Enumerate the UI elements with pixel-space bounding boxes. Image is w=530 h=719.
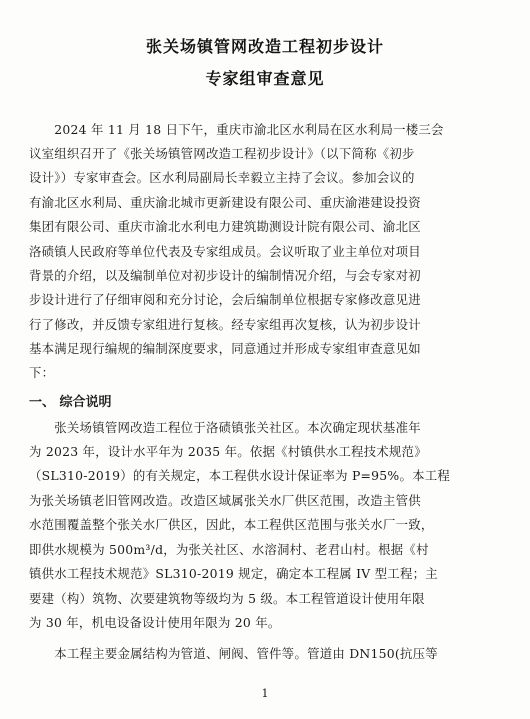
text-line: 本工程主要金属结构为管道、闸阀、管件等。管道由 DN150(抗压等 <box>29 646 438 661</box>
section-heading: 一、 综合说明 <box>29 395 112 410</box>
text-line: 基本满足现行编规的编制深度要求，同意通过并形成专家组审查意见如 <box>29 341 421 356</box>
text-line: 为张关场镇老旧管网改造。改造区域属张关水厂供区范围，改造主管供 <box>29 493 421 508</box>
text-line: 洛碛镇人民政府等单位代表及专家组成员。会议听取了业主单位对项目 <box>29 244 421 259</box>
text-line: 水范围覆盖整个张关水厂供区，因此，本工程供区范围与张关水厂一致， <box>29 517 434 532</box>
text-line: 集团有限公司、重庆市渝北水利电力建筑勘测设计院有限公司、渝北区 <box>29 219 421 234</box>
text-line: 镇供水工程技术规范》SL310-2019 规定，确定本工程属 IV 型工程；主 <box>29 566 438 581</box>
text-line: 为 2023 年，设计水平年为 2035 年。依据《村镇供水工程技术规范》 <box>29 444 427 459</box>
text-line: 张关场镇管网改造工程位于洛碛镇张关社区。本次确定现状基准年 <box>29 420 421 435</box>
page-number: 1 <box>261 687 269 700</box>
text-line: 步设计进行了仔细审阅和充分讨论，会后编制单位根据专家修改意见进 <box>29 292 421 307</box>
text-line: （SL310-2019）的有关规定，本工程供水设计保证率为 P=95%。本工程 <box>29 468 451 483</box>
text-line: 背景的介绍，以及编制单位对初步设计的编制情况介绍，与会专家对初 <box>29 268 421 283</box>
text-line: 为 30 年，机电设备设计使用年限为 20 年。 <box>29 615 281 630</box>
text-line: 行了修改，并反馈专家组进行复核。经专家组再次复核，认为初步设计 <box>29 317 421 332</box>
text-line: 2024 年 11 月 18 日下午，重庆市渝北区水利局在区水利局一楼三会 <box>29 122 444 137</box>
text-line: 要建（构）筑物、次要建筑物等级均为 5 级。本工程管道设计使用年限 <box>29 591 425 606</box>
text-line: 设计》）专家审查会。区水利局副局长幸毅立主持了会议。参加会议的 <box>29 170 415 185</box>
text-line: 即供水规模为 500m³/d，为张关社区、水溶洞村、老君山村。根据《村 <box>29 542 429 557</box>
document-title: 张关场镇管网改造工程初步设计 <box>145 37 384 56</box>
text-line: 有渝北区水利局、重庆渝北城市更新建设有限公司、重庆渝港建设投资 <box>29 195 421 210</box>
document-subtitle: 专家组审查意见 <box>205 69 325 88</box>
text-line: 下： <box>29 365 55 380</box>
text-line: 议室组织召开了《张关场镇管网改造工程初步设计》（以下简称《初步 <box>29 146 415 161</box>
